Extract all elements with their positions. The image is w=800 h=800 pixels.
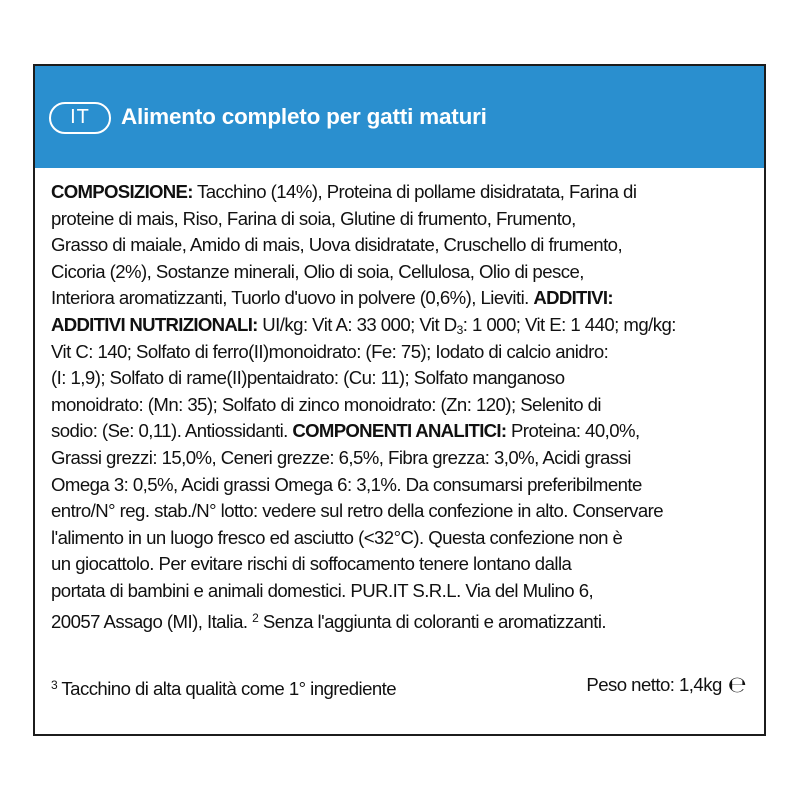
footnote xyxy=(51,672,396,702)
footnote-text: Tacchino di alta qualità come 1° ingrediente xyxy=(57,678,397,699)
text-segment: Cicoria (2%), Sostanze minerali, Olio di soia, Cellulosa, Olio di pesce, xyxy=(51,260,584,282)
text-segment: (I: 1,9); Solfato di rame(II)pentaidrato: (Cu: 11); Solfato manganoso xyxy=(51,367,565,389)
text-line xyxy=(51,312,751,339)
text-line xyxy=(51,339,751,366)
footnote-marker: 3 xyxy=(51,678,58,692)
text-segment: Interiora aromatizzanti, Tuorlo d'uovo in polvere (0,6%), Lieviti. xyxy=(51,287,534,309)
text-segment: 20057 Assago (MI), Italia. xyxy=(51,610,253,632)
text-line xyxy=(51,578,751,605)
text-segment: Proteina: 40,0%, xyxy=(506,420,640,442)
label-panel xyxy=(33,64,766,736)
text-line xyxy=(51,605,751,632)
text-line xyxy=(51,232,751,259)
text-segment: sodio: (Se: 0,11). Antiossidanti. xyxy=(51,420,293,442)
text-line xyxy=(51,498,751,525)
text-segment: Grassi grezzi: 15,0%, Ceneri grezze: 6,5%, Fibra grezza: 3,0%, Acidi grassi xyxy=(51,446,631,468)
text-line xyxy=(51,445,751,472)
text-segment: Grasso di maiale, Amido di mais, Uova disidratate, Cruschello di frumento, xyxy=(51,234,623,256)
text-segment: entro/N° reg. stab./N° lotto: vedere sul retro della confezione in alto. Conservare xyxy=(51,500,664,522)
text-segment: monoidrato: (Mn: 35); Solfato di zinco monoidrato: (Zn: 120); Selenito di xyxy=(51,393,601,415)
text-line xyxy=(51,472,751,499)
product-title: Alimento completo per gatti maturi xyxy=(121,104,487,129)
text-line xyxy=(51,392,751,419)
text-line xyxy=(51,285,751,312)
footer-row xyxy=(51,672,746,698)
text-segment: l'alimento in un luogo fresco ed asciutto (<32°C). Questa confezione non è xyxy=(51,526,623,548)
header-band xyxy=(35,66,764,168)
text-segment: Omega 3: 0,5%, Acidi grassi Omega 6: 3,1%. Da consumarsi preferibilmente xyxy=(51,473,642,495)
net-weight-block xyxy=(586,672,746,698)
bold-heading: ADDITIVI NUTRIZIONALI: xyxy=(51,313,258,335)
net-weight: Peso netto: 1,4kg xyxy=(586,674,722,695)
bold-heading: COMPONENTI ANALITICI: xyxy=(292,420,507,442)
text-segment: Tacchino (14%), Proteina di pollame disidratata, Farina di xyxy=(192,181,637,202)
composition-text xyxy=(51,179,751,631)
text-line xyxy=(51,179,751,206)
superscript: 2 xyxy=(252,610,259,625)
text-line xyxy=(51,418,751,445)
subscript: 3 xyxy=(456,322,463,337)
text-segment: un giocattolo. Per evitare rischi di soffocamento tenere lontano dalla xyxy=(51,553,572,575)
text-line xyxy=(51,551,751,578)
language-badge: IT xyxy=(49,102,111,134)
text-segment: Vit C: 140; Solfato di ferro(II)monoidrato: (Fe: 75); Iodato di calcio anidro: xyxy=(51,340,609,362)
text-segment: : 1 000; Vit E: 1 440; mg/kg: xyxy=(462,313,676,335)
text-line xyxy=(51,259,751,286)
text-segment: Senza l'aggiunta di coloranti e aromatizzanti. xyxy=(258,610,607,632)
text-segment: proteine di mais, Riso, Farina di soia, Glutine di frumento, Frumento, xyxy=(51,207,576,229)
text-segment: portata di bambini e animali domestici. PUR.IT S.R.L. Via del Mulino 6, xyxy=(51,579,594,601)
text-line xyxy=(51,525,751,552)
estimated-sign-icon: ℮ xyxy=(727,673,746,698)
bold-heading: ADDITIVI: xyxy=(533,287,613,309)
text-segment: UI/kg: Vit A: 33 000; Vit D xyxy=(257,313,457,335)
text-line xyxy=(51,365,751,392)
bold-heading: COMPOSIZIONE: xyxy=(51,181,193,202)
text-line xyxy=(51,206,751,233)
